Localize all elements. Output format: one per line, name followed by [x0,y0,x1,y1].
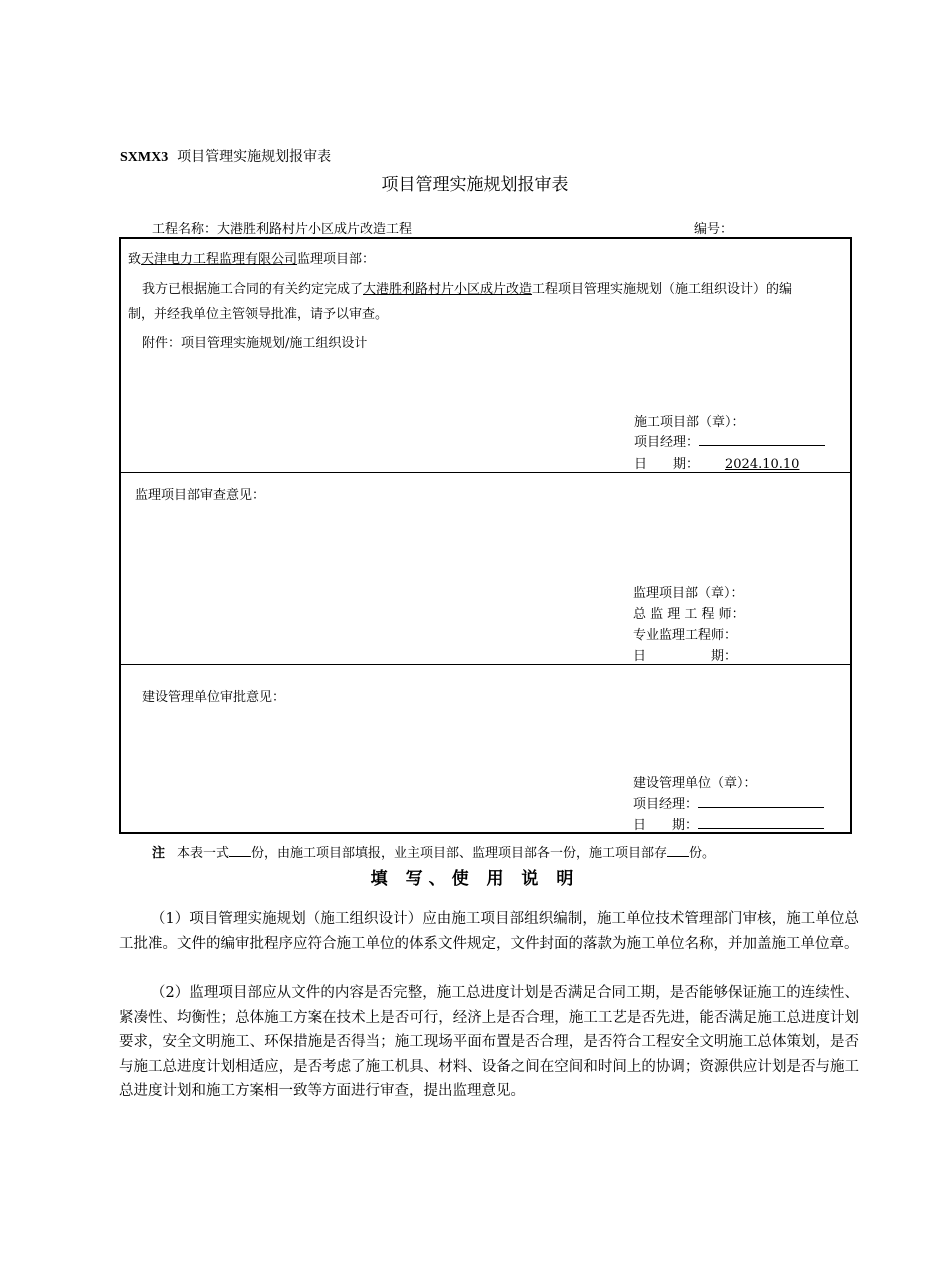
project-manager-signature: 项目经理： [634,431,825,450]
owner-approval-label: 建设管理单位审批意见： [142,690,286,705]
submission-body-line2: 制，并经我单位主管领导批准，请予以审查。 [128,307,389,322]
copies-note: 注 本表一式 份，由施工项目部填报，业主项目部、监理项目部各一份，施工项目部存 份。 [152,842,715,861]
owner-manager-signature: 项目经理： [633,793,824,812]
owner-unit-seal: 建设管理单位（章）： [633,776,757,791]
page-title: 项目管理实施规划报审表 [381,175,569,195]
row-divider-1 [119,472,852,473]
owner-date: 日 期： [633,814,824,833]
instruction-paragraph-1: （1）项目管理实施规划（施工组织设计）应由施工项目部组织编制，施工单位技术管理部门审核，施工单位总工批准。文件的编审批程序应符合施工单位的体系文件规定，文件封面的落款为施工单位名称，并加盖施工单位章。 [119,911,859,952]
signature-blank [699,432,825,446]
chief-engineer-label: 总 监 理 工 程 师： [633,607,745,622]
signature-blank [698,794,824,808]
instructions-title: 填 写、使 用 说 明 [370,869,580,889]
attachment-line: 附件：项目管理实施规划/施工组织设计 [142,336,368,351]
addressee-line: 致天津电力工程监理有限公司监理项目部： [128,252,376,267]
date-blank [698,815,824,829]
row-divider-2 [119,664,852,665]
project-name-line: 工程名称：大港胜利路村片小区成片改造工程 [152,222,413,237]
instruction-paragraph-2: （2）监理项目部应从文件的内容是否完整，施工总进度计划是否满足合同工期，是否能够保证施工的连续性、紧凑性、均衡性；总体施工方案在技术上是否可行，经济上是否合理，施工工艺是否先进，能否满足施工总进度计划要求，安全文明施工、环保措施是否得当；施工现场平面布置是否合理，是否符合工程安全文明施工总体策划，是否与施工总进度计划相适应，是否考虑了施工机具、材料、设备之间在空间和时间上的协调；资源供应计划是否与施工总进度计划和施工方案相一致等方面进行审查，提出监理意见。 [119,985,859,1099]
construction-dept-seal: 施工项目部（章）： [634,415,745,430]
form-code-title: SXMX3 项目管理实施规划报审表 [120,149,332,165]
supervision-opinion-label: 监理项目部审查意见： [135,488,266,503]
number-label: 编号： [694,222,734,237]
supervision-date-label: 日 期： [633,649,738,664]
submission-body-line1: 我方已根据施工合同的有关约定完成了大港胜利路村片小区成片改造工程项目管理实施规划（施工组织设计）的编 [142,282,793,297]
supervision-dept-seal: 监理项目部（章）： [633,586,744,601]
specialist-engineer-label: 专业监理工程师： [633,628,738,643]
submission-date: 日 期： 2024.10.10 [634,457,800,472]
approval-form-table [119,237,852,834]
